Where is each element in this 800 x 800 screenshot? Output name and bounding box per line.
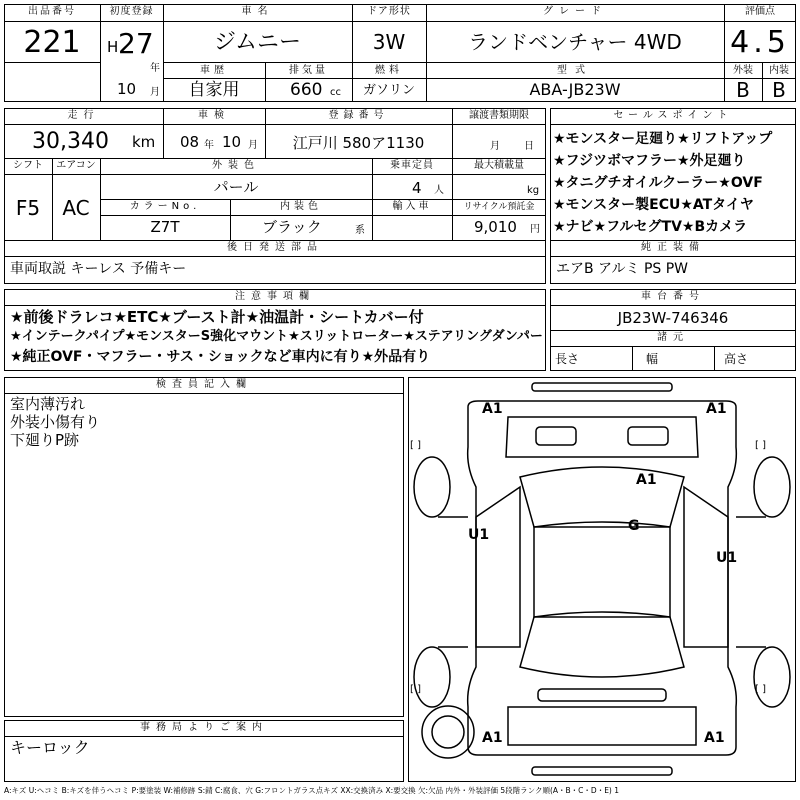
dimension-height: 高さ <box>724 352 749 366</box>
notes-label: 注意事項欄 <box>235 291 315 302</box>
rear-right-wheel <box>754 647 790 707</box>
damage-mark: A1 <box>482 730 503 746</box>
dimensions-label: 諸元 <box>657 332 689 343</box>
inspector-line: 下廻りP跡 <box>10 431 80 449</box>
color: パール <box>213 178 259 196</box>
inspection-year: 08 <box>180 133 200 151</box>
rear-bumper <box>532 767 672 775</box>
damage-mark: A1 <box>636 472 657 488</box>
inspector-line: 外装小傷有り <box>10 413 101 431</box>
recycle-label: リサイクル預託金 <box>463 202 535 212</box>
after-parts: 車両取説 キーレス 予備キー <box>10 261 187 277</box>
after-parts-label: 後日発送部品 <box>227 242 323 253</box>
hood <box>506 417 698 457</box>
damage-mark: G <box>628 518 640 534</box>
rear-hatch <box>508 707 696 745</box>
inspection-month: 10 <box>222 133 242 151</box>
history: 自家用 <box>188 80 240 100</box>
first-reg-label: 初度登録 <box>109 6 154 17</box>
lot-label: 出品番号 <box>28 6 76 17</box>
import-label: 輸入車 <box>392 201 432 212</box>
inspection-month-unit: 月 <box>248 140 258 151</box>
mileage-label: 走行 <box>67 110 100 121</box>
shift-label: シフト <box>13 160 43 171</box>
model-label: 型式 <box>557 65 593 76</box>
car-name-label: 車名 <box>241 6 274 17</box>
exterior-label: 外装 <box>733 65 753 76</box>
lot-number: 221 <box>23 25 81 60</box>
interior-grade: B <box>772 78 786 102</box>
bracket-mark: [ ] <box>410 440 421 451</box>
transfer-label: 譲渡書類期限 <box>469 110 529 121</box>
load-unit: kg <box>527 185 540 196</box>
inspector-line: 室内薄汚れ <box>10 395 86 413</box>
damage-mark: U1 <box>716 550 738 566</box>
dimension-width: 幅 <box>646 352 659 366</box>
rear-left-wheel <box>414 647 450 707</box>
right-door <box>684 487 728 647</box>
color-no: Z7T <box>150 218 180 236</box>
capacity-unit: 人 <box>434 185 444 196</box>
left-door <box>476 487 520 647</box>
sales-point-line: ★モンスター足廻り★リフトアップ <box>553 131 773 147</box>
fuel-label: 燃料 <box>375 65 403 76</box>
chassis-number: JB23W-746346 <box>617 309 729 327</box>
front-right-wheel <box>754 457 790 517</box>
bracket-mark: [ ] <box>755 440 766 451</box>
recycle-unit: 円 <box>530 224 540 235</box>
dimension-length: 長さ <box>555 352 580 366</box>
bracket-mark: [ ] <box>755 684 766 695</box>
color-label: 外装色 <box>212 160 260 171</box>
damage-mark: U1 <box>468 527 490 543</box>
car-diagram <box>408 377 796 782</box>
score: 4.5 <box>730 25 790 60</box>
sales-point-line: ★モンスター製ECU★ATタイヤ <box>553 197 754 213</box>
grade-label: グレード <box>543 6 607 17</box>
interior-color: ブラック <box>262 218 322 236</box>
interior-color-suffix: 系 <box>355 225 365 236</box>
inspection-label: 車検 <box>198 110 230 121</box>
interior-color-label: 内装色 <box>280 201 322 212</box>
rear-window <box>520 612 684 677</box>
plate-label: 登録番号 <box>328 110 389 121</box>
office-label: 事務局よりご案内 <box>140 722 268 733</box>
car-name: ジムニー <box>213 30 302 55</box>
color-no-label: カラーNo. <box>129 201 201 212</box>
roof <box>534 527 670 617</box>
transfer-month-unit: 月 <box>490 141 500 152</box>
sales-point-line: ★ナビ★フルセグTV★Bカメラ <box>553 219 748 235</box>
sales-point-line: ★タニグチオイルクーラー★OVF <box>553 175 763 191</box>
grille-left <box>536 427 576 445</box>
sales-points-label: セールスポイント <box>613 110 733 121</box>
body-outline <box>468 401 737 755</box>
windshield <box>520 467 684 527</box>
office-text: キーロック <box>10 738 90 757</box>
front-bumper <box>532 383 672 391</box>
chassis-label: 車台番号 <box>641 291 705 302</box>
score-label: 評価点 <box>745 6 775 17</box>
fuel: ガソリン <box>362 83 415 98</box>
damage-mark: A1 <box>704 730 725 746</box>
door-label: ドア形状 <box>367 6 411 17</box>
capacity-label: 乗車定員 <box>390 160 434 171</box>
notes-line: ★インテークパイプ★モンスターS強化マウント★スリットローター★ステアリングダンパー <box>10 329 543 344</box>
history-label: 車歴 <box>200 65 228 76</box>
equipment: エアB アルミ PS PW <box>556 261 689 277</box>
reg-year: 27 <box>118 27 154 60</box>
front-left-wheel <box>414 457 450 517</box>
plate: 江戸川 580ア1130 <box>292 134 425 152</box>
mileage: 30,340 <box>32 129 109 154</box>
load-label: 最大積載量 <box>474 160 524 171</box>
inspector-label: 検査員記入欄 <box>156 379 252 390</box>
grille-right <box>628 427 668 445</box>
spare-tire <box>422 706 474 758</box>
mileage-unit: km <box>132 133 156 151</box>
ac: AC <box>62 196 90 220</box>
damage-mark: A1 <box>482 401 503 417</box>
displacement-unit: cc <box>330 87 341 98</box>
year-unit: 年 <box>150 63 160 74</box>
transfer-day-unit: 日 <box>524 141 534 152</box>
ac-label: エアコン <box>56 160 96 171</box>
bracket-mark: [ ] <box>410 684 421 695</box>
interior-label: 内装 <box>769 65 789 76</box>
door: 3W <box>372 30 406 54</box>
equipment-label: 純正装備 <box>641 242 705 253</box>
model: ABA-JB23W <box>529 80 621 99</box>
grade: ランドベンチャー 4WD <box>468 30 682 54</box>
reg-month: 10 <box>117 80 137 98</box>
inspection-year-unit: 年 <box>204 140 214 151</box>
month-unit: 月 <box>150 87 160 98</box>
displacement-label: 排気量 <box>289 65 328 76</box>
legend: A:キズ U:ヘコミ B:キズを伴うヘコミ P:要塗装 W:補修跡 S:錆 C:腐食、穴 G:フロントガラス点キズ XX:交換済み X:要交換 欠:欠品 内外・外装評価 5段階ランク順(A・B・C・D・E) 1 <box>4 786 620 795</box>
notes-line: ★前後ドラレコ★ETC★ブースト計★油温計・シートカバー付 <box>10 308 424 326</box>
capacity: 4 <box>412 179 422 197</box>
shift: F5 <box>15 196 41 220</box>
sales-point-line: ★フジツボマフラー★外足廻り <box>553 153 746 169</box>
recycle: 9,010 <box>474 218 517 236</box>
era: H <box>107 38 119 56</box>
notes-line: ★純正OVF・マフラー・サス・ショックなど車内に有り★外品有り <box>10 349 431 365</box>
damage-mark: A1 <box>706 401 727 417</box>
exterior-grade: B <box>736 78 750 102</box>
displacement: 660 <box>290 80 323 100</box>
